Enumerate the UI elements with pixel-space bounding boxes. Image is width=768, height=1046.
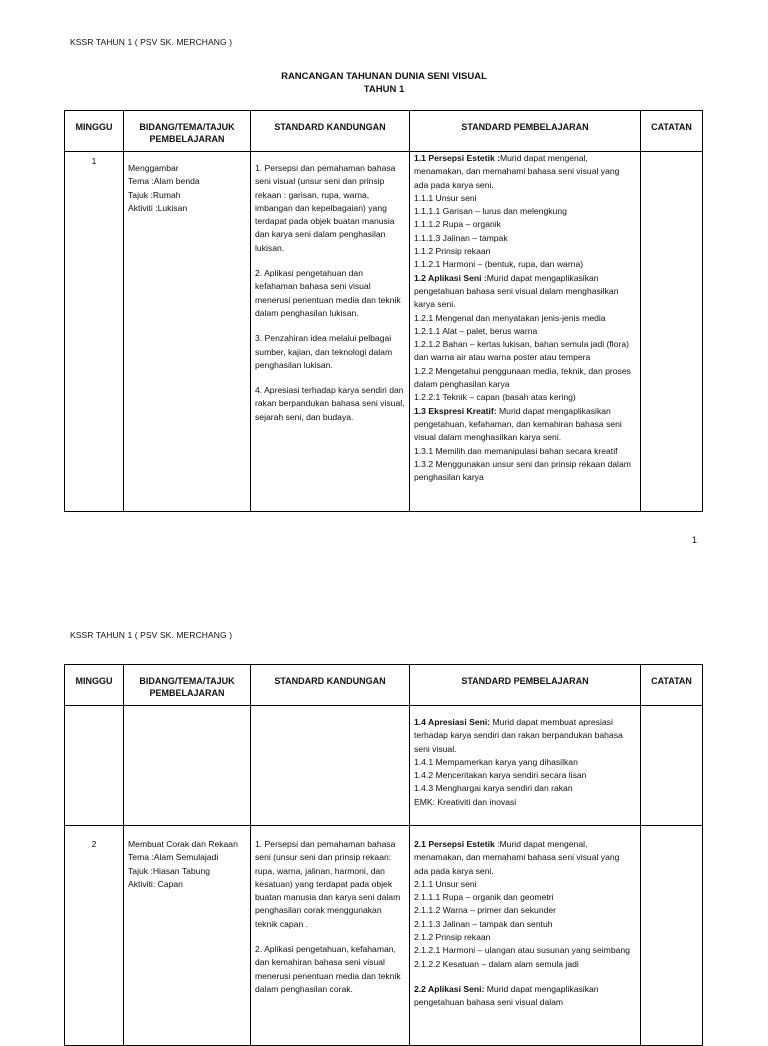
pembelajaran-item: [414, 958, 636, 971]
pembelajaran-item: [414, 365, 636, 392]
pembelajaran-text: 1.2.1 Mengenal dan menyatakan jenis-jenis media: [414, 312, 606, 323]
pembelajaran-text: 1.2.2 Mengetahui penggunaan media, teknik, dan proses dalam penghasilan karya: [414, 365, 631, 390]
cell-pembelajaran: [410, 152, 641, 512]
document-title: RANCANGAN TAHUNAN DUNIA SENI VISUAL: [281, 71, 487, 82]
pembelajaran-item: [414, 405, 636, 445]
pembelajaran-text: 1.1.2.1 Harmoni – (bentuk, rupa, dan warna): [414, 259, 584, 270]
cell-catatan: [641, 152, 703, 512]
pembelajaran-text: 2.1.1.2 Warna – primer dan sekunder: [414, 905, 557, 916]
cell-kandungan: [251, 152, 410, 512]
col-header-pembelajaran: STANDARD PEMBELAJARAN: [410, 111, 641, 152]
pembelajaran-text: 1.2.1.2 Bahan – kertas lukisan, bahan semula jadi (flora) dan warna air atau warna poster atau tempera: [414, 339, 629, 363]
pembelajaran-item: [414, 944, 636, 957]
pembelajaran-list: [414, 152, 636, 484]
kandungan-item: 4. Apresiasi terhadap karya sendiri dan rakan berpandukan bahasa seni visual, sejarah seni, dan budaya.: [255, 385, 405, 422]
pembelajaran-heading: 2.1 Persepsi Estetik: [414, 839, 495, 849]
pembelajaran-text: 1.2.2.1 Teknik – capan (basah atas kering): [414, 392, 576, 403]
pembelajaran-item: [414, 325, 636, 338]
pembelajaran-text: 2.1.1 Unsur seni: [414, 878, 477, 889]
pembelajaran-text: 1.2.1.1 Alat – palet, berus warna: [414, 325, 538, 336]
pembelajaran-text: Murid dapat mengenal, menamakan, dan memahami bahasa seni visual yang ada pada karya seni.: [414, 153, 620, 190]
pembelajaran-text: 1.1.1 Unsur seni: [414, 192, 477, 203]
pembelajaran-text: 2.1.2.2 Kesatuan – dalam alam semula jadi: [414, 958, 579, 969]
cell-bidang: [124, 706, 251, 826]
bidang-line: Tajuk :Rumah: [128, 189, 181, 200]
pembelajaran-heading: 1.2 Aplikasi Seni :: [414, 272, 487, 283]
col-header-bidang: BIDANG/TEMA/TAJUK PEMBELAJARAN: [124, 111, 251, 152]
pembelajaran-text: Murid dapat mengaplikasikan pengetahuan bahasa seni visual dalam menghasilkan karya seni.: [414, 272, 619, 310]
kandungan-item: 2. Aplikasi pengetahuan dan kefahaman bahasa seni visual menerusi penentuan media dan teknik dalam penghasilan lukisan.: [255, 268, 401, 318]
pembelajaran-text: :Murid dapat mengenal, menamakan, dan memahami bahasa seni visual yang ada pada karya seni.: [414, 839, 620, 876]
pembelajaran-item: [414, 838, 636, 878]
pembelajaran-heading: 2.2 Aplikasi Seni:: [414, 983, 485, 994]
kandungan-item: 2. Aplikasi pengetahuan, kefahaman, dan kemahiran bahasa seni visual menerusi penentuan media dan teknik dalam penghasilan corak.: [255, 944, 401, 994]
page-header: KSSR TAHUN 1 ( PSV SK. MERCHANG ): [70, 37, 233, 47]
plan-table-page1: [64, 110, 703, 512]
cell-kandungan: [251, 706, 410, 826]
cell-catatan: [641, 706, 703, 826]
kandungan-item: 1. Persepsi dan pemahaman bahasa seni visual (unsur seni dan prinsip rekaan : garisan, rupa, warna, imbangan dan kepelbagaian) yang terdapat pada objek buatan manusia dan karya seni dalam penghasilan lukisan.: [255, 163, 396, 253]
col-header-kandungan: STANDARD KANDUNGAN: [251, 111, 410, 152]
col-header-catatan: CATATAN: [641, 665, 703, 706]
pembelajaran-item: [414, 716, 636, 756]
pembelajaran-text: 1.4.2 Menceritakan karya sendiri secara lisan: [414, 770, 587, 781]
pembelajaran-text: 2.1.1.1 Rupa – organik dan geometri: [414, 892, 554, 903]
pembelajaran-list: [414, 716, 636, 809]
page-header: KSSR TAHUN 1 ( PSV SK. MERCHANG ): [70, 630, 233, 640]
pembelajaran-item: [414, 272, 636, 312]
pembelajaran-text: Murid dapat mengaplikasikan pengetahuan bahasa seni visual dalam: [414, 983, 599, 1008]
pembelajaran-heading: 1.1 Persepsi Estetik :: [414, 153, 500, 163]
pembelajaran-item: [414, 445, 636, 458]
kandungan-item: 3. Penzahiran idea melalui pelbagai sumber, kajian, dan teknologi dalam penghasilan lukisan.: [255, 333, 393, 370]
pembelajaran-item: [414, 245, 636, 258]
pembelajaran-item: [414, 192, 636, 205]
pembelajaran-text: EMK: Kreativiti dan inovasi: [414, 796, 517, 807]
pembelajaran-item: [414, 796, 636, 809]
bidang-line: Aktiviti :Lukisan: [128, 202, 188, 213]
pembelajaran-item: [414, 458, 636, 485]
pembelajaran-text: Murid dapat mengaplikasikan pengetahuan, kefahaman, dan kemahiran bahasa seni visual dalam menghasilkan karya seni.: [414, 405, 622, 443]
pembelajaran-item: [414, 232, 636, 245]
bidang-line: Tajuk :Hiasan Tabung: [128, 865, 211, 876]
page-number: 1: [692, 535, 698, 545]
pembelajaran-item: [414, 218, 636, 231]
col-header-kandungan: STANDARD KANDUNGAN: [251, 665, 410, 706]
pembelajaran-item: [414, 258, 636, 271]
cell-catatan: [641, 826, 703, 1046]
kandungan-item: 1. Persepsi dan pemahaman bahasa seni (unsur seni dan prinsip rekaan: rupa, warna, jalinan, harmoni, dan kesatuan) yang terdapat pada objek buatan manusia dan karya seni dalam penghasilan corak menggunakan teknik capan .: [255, 839, 401, 929]
cell-kandungan: [251, 826, 410, 1046]
pembelajaran-text: 1.1.1.2 Rupa – organik: [414, 219, 501, 230]
pembelajaran-item: [414, 983, 636, 1010]
bidang-line: Membuat Corak dan Rekaan: [128, 839, 238, 849]
cell-minggu: 1: [65, 152, 124, 512]
pembelajaran-item: [414, 904, 636, 917]
pembelajaran-text: 2.1.2 Prinsip rekaan: [414, 932, 491, 943]
cell-pembelajaran: [410, 826, 641, 1046]
pembelajaran-text: 1.4.1 Mempamerkan karya yang dihasilkan: [414, 756, 578, 767]
pembelajaran-item: [414, 782, 636, 795]
col-header-catatan: CATATAN: [641, 111, 703, 152]
pembelajaran-item: [414, 931, 636, 944]
pembelajaran-text: 2.1.2.1 Harmoni – ulangan atau susunan yang seimbang: [414, 945, 630, 956]
col-header-pembelajaran: STANDARD PEMBELAJARAN: [410, 665, 641, 706]
pembelajaran-item: [414, 312, 636, 325]
col-header-minggu: MINGGU: [65, 665, 124, 706]
pembelajaran-item: [414, 891, 636, 904]
pembelajaran-text: 2.1.1.3 Jalinan – tampak dan sentuh: [414, 918, 553, 929]
col-header-minggu: MINGGU: [65, 111, 124, 152]
document-subtitle: TAHUN 1: [363, 84, 405, 95]
cell-bidang: [124, 152, 251, 512]
pembelajaran-text: 1.1.1.3 Jalinan – tampak: [414, 232, 508, 243]
pembelajaran-heading: 1.3 Ekspresi Kreatif:: [414, 405, 497, 416]
table-row: [65, 706, 703, 826]
pembelajaran-item: [414, 918, 636, 931]
pembelajaran-item: [414, 769, 636, 782]
pembelajaran-item: [414, 756, 636, 769]
col-header-bidang: BIDANG/TEMA/TAJUK PEMBELAJARAN: [124, 665, 251, 706]
bidang-line: Tema :Alam Semulajadi: [128, 852, 219, 863]
pembelajaran-text: 1.1.1.1 Garisan – lurus dan melengkung: [414, 206, 567, 217]
pembelajaran-heading: 1.4 Apresiasi Seni:: [414, 717, 491, 727]
pembelajaran-text: 1.3.2 Menggunakan unsur seni dan prinsip rekaan dalam penghasilan karya: [414, 458, 631, 483]
bidang-line: Aktiviti: Capan: [128, 878, 183, 889]
pembelajaran-text: Murid dapat membuat apresiasi terhadap karya sendiri dan rakan berpandukan bahasa seni visual.: [414, 717, 623, 754]
cell-minggu: [65, 706, 124, 826]
pembelajaran-text: 1.1.2 Prinsip rekaan: [414, 246, 491, 257]
pembelajaran-item: [414, 338, 636, 365]
pembelajaran-item: [414, 878, 636, 891]
bidang-line: Menggambar: [128, 163, 179, 173]
cell-pembelajaran: [410, 706, 641, 826]
pembelajaran-item: [414, 152, 636, 192]
pembelajaran-text: 1.3.1 Memilih dan memanipulasi bahan secara kreatif: [414, 445, 618, 456]
pembelajaran-list: [414, 838, 636, 1010]
bidang-line: Tema :Alam benda: [128, 176, 200, 187]
plan-table-page2: [64, 664, 703, 1046]
cell-bidang: [124, 826, 251, 1046]
pembelajaran-item: [414, 205, 636, 218]
pembelajaran-text: 1.4.3 Menghargai karya sendiri dan rakan: [414, 783, 573, 794]
table-row: [65, 152, 703, 512]
pembelajaran-item: [414, 391, 636, 404]
cell-minggu: 2: [65, 826, 124, 1046]
table-row: [65, 826, 703, 1046]
